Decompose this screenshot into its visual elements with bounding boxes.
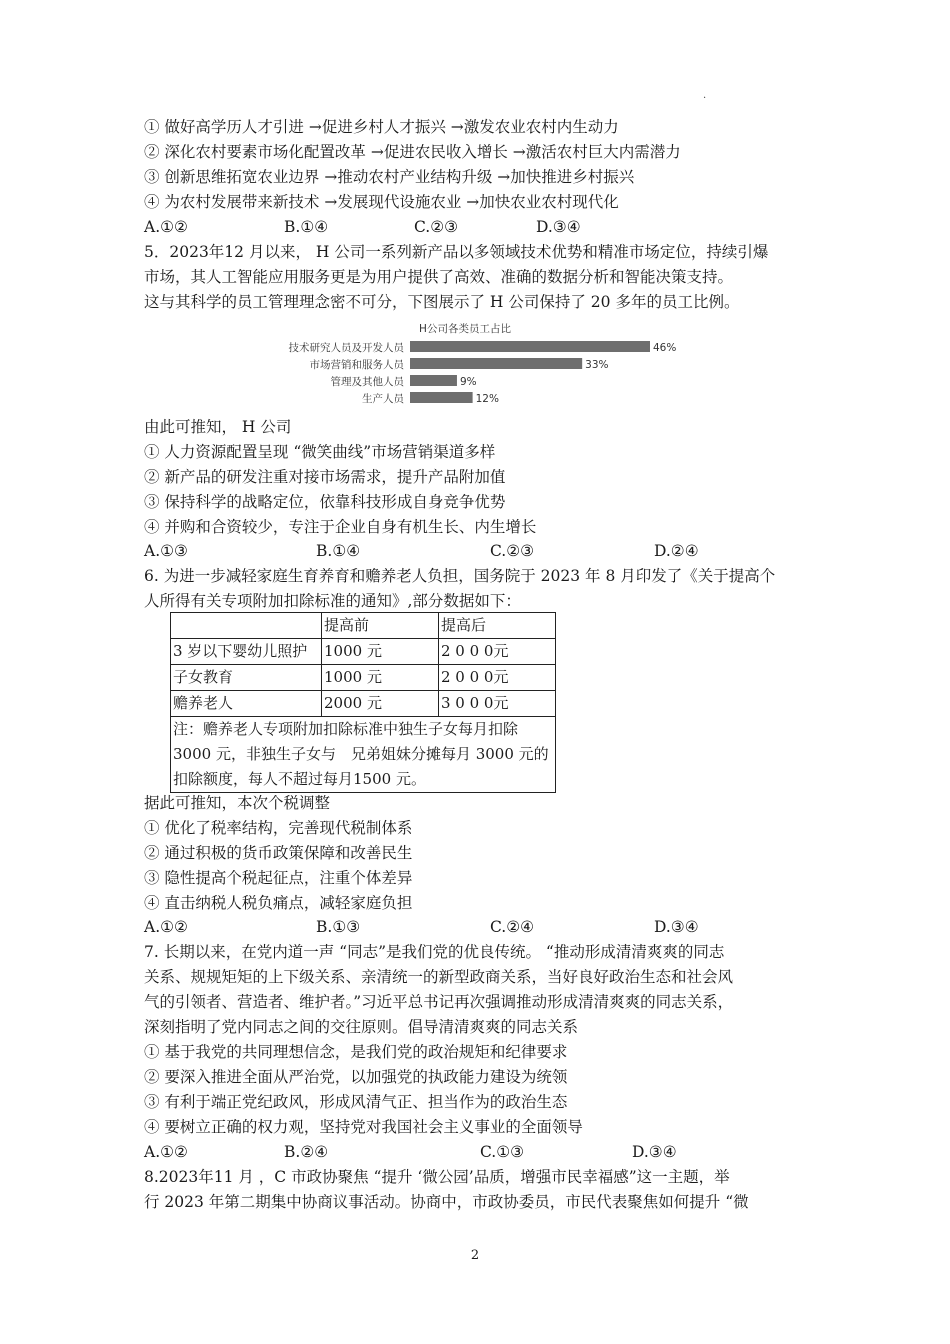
- chart-bar: [410, 392, 473, 403]
- table-cell: 1000 元: [322, 665, 439, 691]
- q4-item-4: ④ 为农村发展带来新技术 →发展现代设施农业 →加快农业农村现代化: [144, 193, 619, 211]
- q8-stem-line-2: 行 2023 年第二期集中协商议事活动。协商中，市政协委员，市民代表聚焦如何提升 “微: [144, 1193, 749, 1211]
- q7-option-c: C.①③: [480, 1143, 525, 1161]
- q6-stem-line-2: 人所得有关专项附加扣除标准的通知》,部分数据如下：: [144, 592, 521, 610]
- table-cell: 2000 元: [322, 691, 439, 717]
- table-cell: 赡养老人: [171, 691, 322, 717]
- q6-option-b: B.①③: [316, 918, 361, 936]
- q4-option-c: C.②③: [414, 218, 459, 236]
- chart-bar: [410, 358, 582, 369]
- q6-inference: 据此可推知，本次个税调整: [144, 794, 331, 812]
- chart-category-label: 技术研究人员及开发人员: [288, 342, 404, 354]
- table-note-row: [171, 717, 556, 793]
- q5-option-a: A.①③: [144, 542, 188, 560]
- chart-category-label: 生产人员: [362, 393, 404, 405]
- q5-item-4: ④ 并购和合资较少，专注于企业自身有机生长、内生增长: [144, 518, 537, 536]
- q4-option-d: D.③④: [536, 218, 581, 236]
- table-row: [171, 665, 556, 691]
- q5-stem-line-2: 市场，其人工智能应用服务更是为用户提供了高效、准确的数据分析和智能决策支持。: [144, 268, 734, 286]
- q6-option-c: C.②④: [490, 918, 535, 936]
- table-header-row: [171, 613, 556, 639]
- employee-ratio-chart: [260, 320, 700, 412]
- table-cell: 3 0 0 0元: [439, 691, 556, 717]
- q4-option-a: A.①②: [144, 218, 188, 236]
- chart-bar: [410, 341, 650, 352]
- chart-value-label: 9%: [459, 376, 477, 388]
- q4-options: [144, 216, 764, 238]
- q6-option-d: D.③④: [654, 918, 699, 936]
- q7-stem-line-3: 气的引领者、营造者、维护者。”习近平总书记再次强调推动形成清清爽爽的同志关系，: [144, 993, 734, 1011]
- table-cell: 2 0 0 0元: [439, 665, 556, 691]
- table-header-cell: 提高后: [439, 613, 556, 639]
- q4-item-1: ① 做好高学历人才引进 →促进乡村人才振兴 →激发农业农村内生动力: [144, 118, 619, 136]
- chart-value-label: 33%: [585, 359, 609, 371]
- q6-item-3: ③ 隐性提高个税起征点，注重个体差异: [144, 869, 413, 887]
- q6-item-1: ① 优化了税率结构，完善现代税制体系: [144, 819, 413, 837]
- q6-options: [144, 916, 764, 938]
- table-row: [171, 639, 556, 665]
- q4-item-3: ③ 创新思维拓宽农业边界 →推动农村产业结构升级 →加快推进乡村振兴: [144, 168, 635, 186]
- table-cell: 1000 元: [322, 639, 439, 665]
- table-note: 注：赡养老人专项附加扣除标准中独生子女每月扣除3000 元，非独生子女与 兄弟姐妹分摊每月 3000 元的扣除额度，每人不超过每月1500 元。: [171, 717, 556, 793]
- q7-item-1: ① 基于我党的共同理想信念，是我们党的政治规矩和纪律要求: [144, 1043, 568, 1061]
- q4-item-2: ② 深化农村要素市场化配置改革 →促进农民收入增长 →激活农村巨大内需潜力: [144, 143, 681, 161]
- q7-item-3: ③ 有利于端正党纪政风，形成风清气正、担当作为的政治生态: [144, 1093, 568, 1111]
- header-mark: .: [703, 90, 707, 101]
- chart-title: H公司各类员工占比: [419, 323, 511, 335]
- q5-inference: 由此可推知， H 公司: [144, 418, 292, 436]
- q5-stem-line-1: 5．2023年12 月以来， H 公司一系列新产品以多领域技术优势和精准市场定位，持续引爆: [144, 243, 769, 261]
- q6-stem-line-1: 6. 为进一步减轻家庭生育养育和赡养老人负担，国务院于 2023 年 8 月印发了《关于提高个: [144, 567, 776, 585]
- chart-category-label: 市场营销和服务人员: [309, 359, 404, 371]
- q5-stem-line-3: 这与其科学的员工管理理念密不可分，下图展示了 H 公司保持了 20 多年的员工比例。: [144, 293, 740, 311]
- q7-option-a: A.①②: [144, 1143, 188, 1161]
- table-header-cell: [171, 613, 322, 639]
- q5-option-d: D.②④: [654, 542, 699, 560]
- chart-value-label: 12%: [475, 393, 499, 405]
- q8-stem-line-1: 8.2023年11 月 ，C 市政协聚焦 “提升 ‘微公园’品质，增强市民幸福感”这一主题，举: [144, 1168, 730, 1186]
- table-header-cell: 提高前: [322, 613, 439, 639]
- q7-options: [144, 1141, 764, 1163]
- q6-option-a: A.①②: [144, 918, 188, 936]
- q7-stem-line-4: 深刻指明了党内同志之间的交往原则。倡导清清爽爽的同志关系: [144, 1018, 579, 1036]
- q7-option-d: D.③④: [632, 1143, 677, 1161]
- q7-item-4: ④ 要树立正确的权力观，坚持党对我国社会主义事业的全面领导: [144, 1118, 583, 1136]
- table-row: [171, 691, 556, 717]
- chart-category-label: 管理及其他人员: [330, 376, 404, 388]
- q5-option-c: C.②③: [490, 542, 535, 560]
- q7-option-b: B.②④: [284, 1143, 329, 1161]
- table-cell: 子女教育: [171, 665, 322, 691]
- q5-item-3: ③ 保持科学的战略定位，依靠科技形成自身竞争优势: [144, 493, 506, 511]
- q6-item-2: ② 通过积极的货币政策保障和改善民生: [144, 844, 413, 862]
- table-cell: 3 岁以下婴幼儿照护: [171, 639, 322, 665]
- q7-stem-line-2: 关系、规规矩矩的上下级关系、亲清统一的新型政商关系，当好良好政治生态和社会风: [144, 968, 734, 986]
- page-number: 2: [470, 1248, 480, 1263]
- q5-option-b: B.①④: [316, 542, 361, 560]
- table-cell: 2 0 0 0元: [439, 639, 556, 665]
- q5-item-1: ① 人力资源配置呈现 “微笑曲线”市场营销渠道多样: [144, 443, 496, 461]
- q7-item-2: ② 要深入推进全面从严治党，以加强党的执政能力建设为统领: [144, 1068, 568, 1086]
- q5-options: [144, 540, 764, 562]
- q4-option-b: B.①④: [284, 218, 329, 236]
- deduction-table: [170, 612, 556, 793]
- q5-item-2: ② 新产品的研发注重对接市场需求，提升产品附加值: [144, 468, 506, 486]
- chart-value-label: 46%: [653, 342, 677, 354]
- q6-item-4: ④ 直击纳税人税负痛点，减轻家庭负担: [144, 894, 413, 912]
- q7-stem-line-1: 7. 长期以来，在党内道一声 “同志”是我们党的优良传统。 “推动形成清清爽爽的同志: [144, 943, 725, 961]
- chart-bar: [410, 375, 457, 386]
